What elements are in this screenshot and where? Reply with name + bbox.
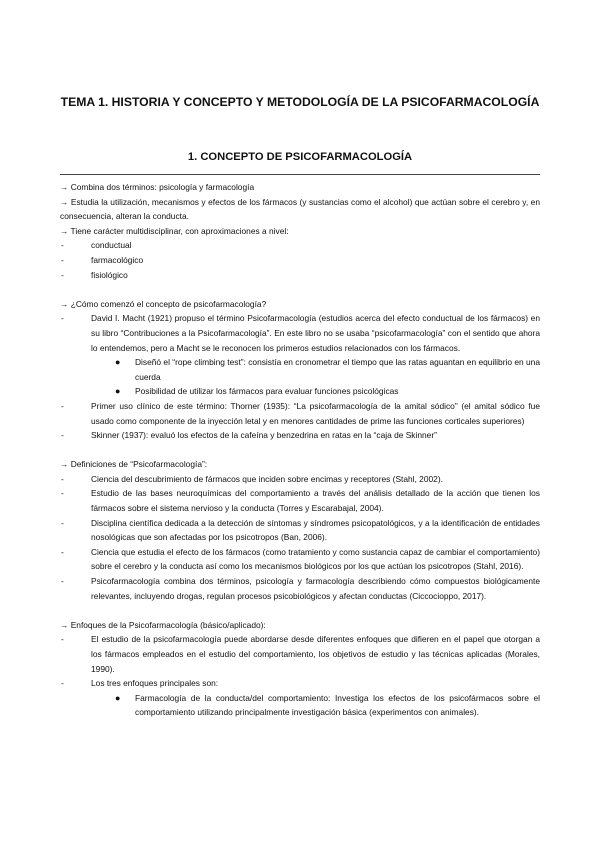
dash-marker: -	[61, 517, 64, 528]
dash-marker: -	[61, 488, 64, 499]
list-item	[60, 676, 540, 691]
dash-marker: -	[61, 634, 64, 645]
dash-marker: -	[61, 400, 64, 411]
approach-text: El estudio de la psicofarmacología puede abordarse desde diferentes enfoques que difieren en el papel que otorgan a los fármacos empleados en el estudio del comportamiento, los objetivos de estudio y las técnicas aplicadas (Morales, 1990).	[91, 634, 540, 674]
dash-marker: -	[61, 546, 64, 557]
definition-text: Estudio de las bases neuroquímicas del comportamiento a través del análisis detallado de la acción que tienen los fármacos sobre el sistema nervioso y la conducta (Torres y Escarabajal, 2004).	[91, 488, 540, 514]
macht-sub-text: Posibilidad de utilizar los fármacos para evaluar funciones psicológicas	[135, 386, 399, 397]
level-text: conductual	[91, 240, 132, 251]
level-text: farmacológico	[91, 254, 144, 265]
approach-sub-text: Farmacología de la conducta/del comportamiento: Investiga los efectos de los psicofármacos sobre el comportamiento utilizando principalmente investigación básica (experimentos con animales).	[135, 692, 540, 718]
list-item	[60, 399, 540, 428]
dash-marker: -	[61, 240, 64, 251]
section-divider	[60, 174, 540, 175]
sub-list-item	[60, 691, 540, 720]
list-item	[60, 486, 540, 515]
macht-text: David I. Macht (1921) propuso el término Psicofarmacología (estudios acerca del efecto conductual de los fármacos) en su libro “Contribuciones a la Psicofarmacología”. En este libro no se usaba “psicofarmacología” con el sentido que ahora lo entendemos, pero a Macht se le reconocen los primeros estudios relacionados con los fármacos.	[91, 313, 540, 353]
list-item	[60, 253, 540, 268]
document-body	[60, 180, 540, 720]
list-item	[60, 268, 540, 283]
list-item	[60, 428, 540, 443]
list-item	[60, 472, 540, 487]
sub-list-item	[60, 384, 540, 399]
origin-question: → ¿Cómo comenzó el concepto de psicofarmacología?	[60, 298, 267, 309]
sub-list-item	[60, 355, 540, 384]
bullet-marker: ●	[115, 692, 121, 703]
bullet-marker: ●	[115, 357, 121, 368]
level-text: fisiológico	[91, 269, 128, 280]
document-title: TEMA 1. HISTORIA Y CONCEPTO Y METODOLOGÍA DE LA PSICOFARMACOLOGÍA	[60, 95, 540, 109]
list-item	[60, 238, 540, 253]
macht-sub-text: Diseñó el “rope climbing test”: consistía en cronometrar el tiempo que las ratas aguantan en equilibrio en una cuerda	[135, 357, 540, 382]
dash-marker: -	[61, 254, 64, 265]
section-heading: 1. CONCEPTO DE PSICOFARMACOLOGÍA	[187, 151, 413, 163]
definition-text: Disciplina científica dedicada a la detección de síntomas y síndromes psicopatológicos, y a la identificación de entidades nosológicas que son afectadas por los psicotropos (Ban, 2006).	[91, 517, 540, 543]
dash-marker: -	[61, 269, 64, 280]
intro-line-2: → Estudia la utilización, mecanismos y efectos de los fármacos (y sustancias como el alcohol) que actúan sobre el cerebro y, en consecuencia, alteran la conducta.	[60, 196, 540, 222]
dash-marker: -	[61, 473, 64, 484]
list-item	[60, 516, 540, 545]
bullet-marker: ●	[115, 386, 121, 397]
definition-text: Psicofarmacología combina dos términos, psicología y farmacología describiendo cómo compuestos biológicamente relevantes, incluyendo drogas, regulan procesos psicobiológicos y afectan conductas (Ciccocioppo, 2017).	[91, 576, 540, 601]
intro-line-1: → Combina dos términos: psicología y farmacología	[60, 182, 255, 192]
approach-text: Los tres enfoques principales son:	[91, 678, 219, 689]
approaches-heading: → Enfoques de la Psicofarmacología (básico/aplicado):	[60, 619, 266, 630]
list-item	[60, 545, 540, 574]
dash-marker: -	[61, 313, 64, 324]
dash-marker: -	[61, 576, 64, 587]
dash-marker: -	[61, 430, 64, 441]
intro-line-3: → Tiene carácter multidisciplinar, con aproximaciones a nivel:	[60, 225, 289, 236]
list-item	[60, 632, 540, 676]
dash-marker: -	[61, 678, 64, 689]
list-item	[60, 311, 540, 355]
definition-text: Ciencia que estudia el efecto de los fármacos (como tratamiento y como sustancia capaz de cambiar el comportamiento) sobre el cerebro y la conducta así como los mecanismos biológicos por los que actúan los psicotropos (Stahl, 2016).	[91, 546, 540, 572]
skinner-text: Skinner (1937): evaluó los efectos de la cafeína y benzedrina en ratas en la “caja de Skinner”	[91, 430, 437, 441]
definition-text: Ciencia del descubrimiento de fármacos que inciden sobre encimas y receptores (Stahl, 2002).	[91, 473, 443, 484]
list-item	[60, 574, 540, 603]
definitions-heading: → Definiciones de “Psicofarmacología”:	[60, 459, 208, 470]
thorner-text: Primer uso clínico de este término: Thorner (1935): “La psicofarmacología de la amital sódico” (el amital sódico fue usado como componente de la inyección letal y en menores cantidades de prime las funciones corticales superiores)	[91, 400, 540, 426]
